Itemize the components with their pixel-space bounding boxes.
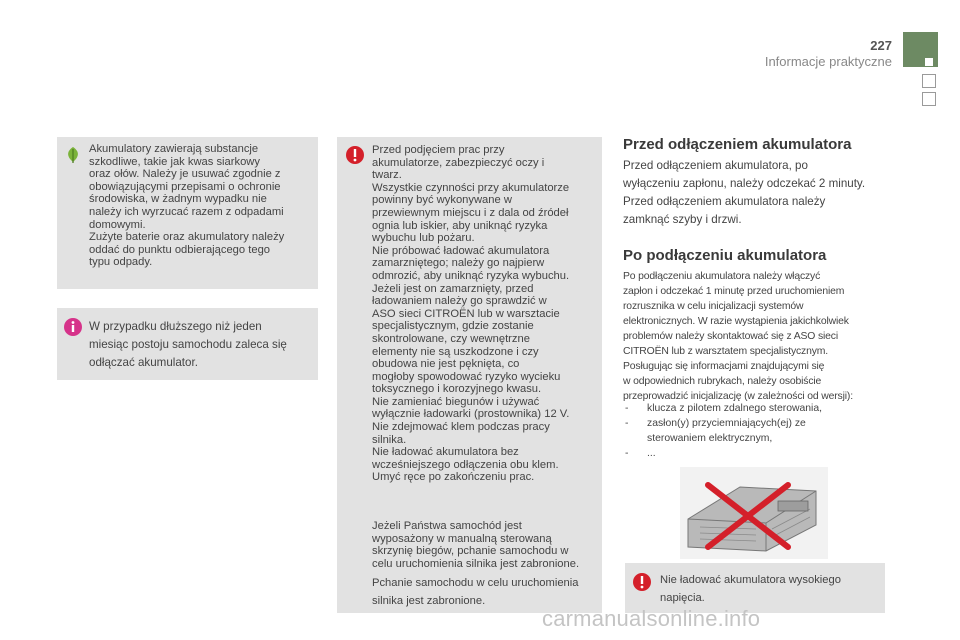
eco-note-text: Akumulatory zawierają substancje szkodliwe, takie jak kwas siarkowy oraz ołów. Należy je usuwać zgodnie z obowiązującymi przepisami o ochronie środowiska, w żadnym wypadku nie należy ich wyrzucać razem z odpadami domowymi. Zużyte baterie oraz akumulatory należy oddać do punktu odbierającego tego typu odpady. bbox=[89, 143, 285, 269]
warning-icon bbox=[345, 145, 365, 165]
pushing-forbidden-text: Pchanie samochodu w celu uruchomienia silnika jest zabronione. bbox=[372, 577, 579, 607]
info-icon bbox=[63, 317, 83, 337]
eco-leaf-icon bbox=[63, 145, 83, 165]
warning-note-text: Przed podjęciem prac przy akumulatorze, zabezpieczyć oczy i twarz. Wszystkie czynności przy akumulatorze powinny być wykonywane w przewiewnym miejscu i z dala od źródeł ognia lub iskier, aby uniknąć ryzyka wybuchu lub pożaru. Nie próbować ładować akumulatora zamarzniętego; należy go najpierw odmrozić, aby uniknąć ryzyka wybuchu. Jeżeli jest on zamarznięty, przed ładowaniem należy go sprawdzić w ASO sieci CITROËN lub w warsztacie specjalistycznym, gdzie zostanie skontrolowane, czy wewnętrzne elementy nie są uszkodzone i czy obudowa nie jest pęknięta, co mogłoby spowodować ryzyko wycieku toksycznego i korozyjnego kwasu. Nie zamieniać biegunów i używać wyłącznie ładowarki (prostownika) 12 V. Nie zdejmować klem podczas pracy silnika. Nie ładować akumulatora bez wcześniejszego odłączenia obu klem. Umyć ręce po zakończeniu prac. bbox=[372, 144, 570, 484]
init-list bbox=[623, 401, 822, 461]
info-note-box bbox=[57, 308, 318, 380]
manual-gearbox-text: Jeżeli Państwa samochód jest wyposażony w manualną sterowaną skrzynię biegów, pchanie samochodu w celu uruchomienia silnika jest zabronione. bbox=[372, 520, 580, 570]
list-item: - ... bbox=[623, 446, 822, 461]
crossed-out-high-voltage-battery-icon bbox=[680, 467, 828, 559]
info-note-text: W przypadku dłuższego niż jeden miesiąc postoju samochodu zaleca się odłączać akumulator. bbox=[89, 320, 287, 369]
watermark: carmanualsonline.info bbox=[542, 606, 761, 631]
list-item: - zasłon(y) przyciemniających(ej) ze sterowaniem elektrycznym, bbox=[623, 416, 822, 446]
warning-note-box bbox=[337, 137, 602, 613]
list-item: - klucza z pilotem zdalnego sterowania, bbox=[623, 401, 822, 416]
section-title: Informacje praktyczne bbox=[764, 54, 892, 69]
tab-square-2 bbox=[922, 92, 936, 106]
page-number: 227 bbox=[870, 38, 892, 53]
tab-square-1 bbox=[922, 74, 936, 88]
warning-icon bbox=[632, 572, 652, 592]
before-disconnect-text: Przed odłączeniem akumulatora, po wyłączeniu zapłonu, należy odczekać 2 minuty. Przed odłączeniem akumulatora należy zamknąć szyby i drzwi. bbox=[623, 159, 866, 226]
after-connect-heading: Po podłączeniu akumulatora bbox=[623, 247, 827, 264]
eco-note-box bbox=[57, 137, 318, 289]
after-connect-text: Po podłączeniu akumulatora należy włączyć zapłon i odczekać 1 minutę przed uruchomieniem rozrusznika w celu inicjalizacji systemów elektronicznych. W razie wystąpienia jakichkolwiek problemów należy skontaktować się z ASO sieci CITROËN lub z warsztatem specjalistycznym. Posługując się informacjami znajdującymi się w odpowiednich rubrykach, należy osobiście przeprowadzić inicjalizację (w zależności od wersji): bbox=[623, 271, 853, 402]
before-disconnect-heading: Przed odłączeniem akumulatora bbox=[623, 136, 852, 153]
hv-note-text: Nie ładować akumulatora wysokiego napięcia. bbox=[660, 574, 841, 604]
chapter-marker-dot bbox=[925, 58, 933, 66]
